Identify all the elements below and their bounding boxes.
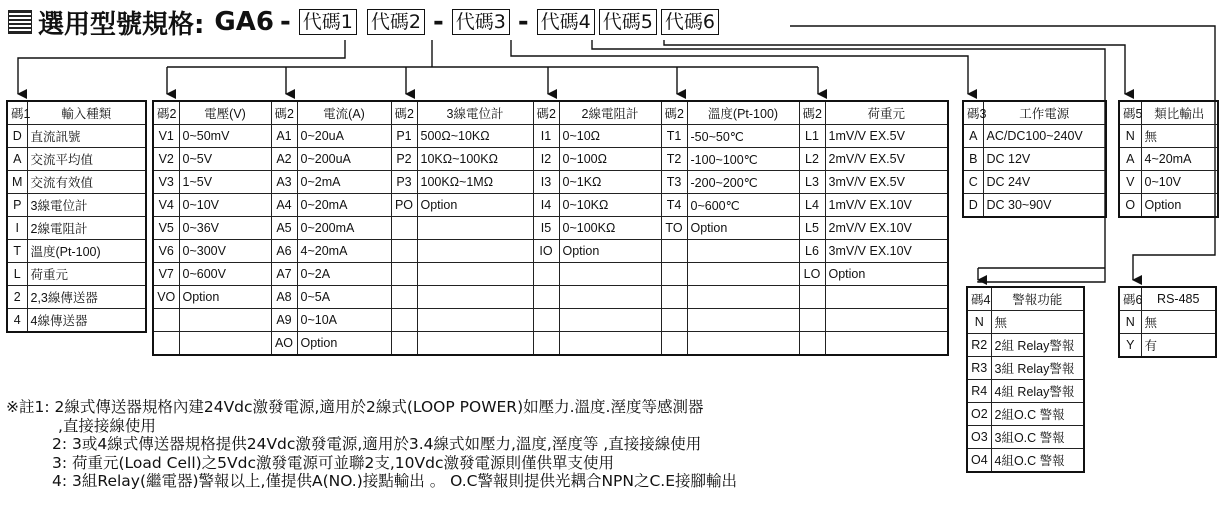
- code-cell: V3: [153, 171, 179, 194]
- table-header-row: [153, 101, 948, 125]
- value-cell: 0~10KΩ: [559, 194, 661, 217]
- value-cell: 0~600℃: [687, 194, 799, 217]
- value-cell: 2組 Relay警報: [991, 334, 1084, 357]
- code-cell: A5: [271, 217, 297, 240]
- value-cell: 2mV/V EX.5V: [825, 148, 948, 171]
- code-cell: LO: [799, 263, 825, 286]
- table-row: [153, 240, 948, 263]
- code-cell: [391, 217, 417, 240]
- table-row: [7, 171, 146, 194]
- table-row: [7, 263, 146, 286]
- value-cell: 3組 Relay警報: [991, 357, 1084, 380]
- table-row: [7, 194, 146, 217]
- code-cell: A2: [271, 148, 297, 171]
- code-cell: A6: [271, 240, 297, 263]
- table-row: [153, 286, 948, 309]
- note-1-cont: ,直接接線使用: [58, 416, 156, 435]
- value-cell: 3mV/V EX.5V: [825, 171, 948, 194]
- value-cell: 0~1KΩ: [559, 171, 661, 194]
- notes: [6, 398, 1216, 491]
- code-cell: T: [7, 240, 27, 263]
- code-cell: O4: [967, 449, 991, 473]
- value-cell: 1mV/V EX.5V: [825, 125, 948, 148]
- code-cell: [799, 332, 825, 356]
- header-cell: 電流(A): [297, 101, 391, 125]
- value-cell: [559, 332, 661, 356]
- code-cell: [799, 286, 825, 309]
- code-cell: T1: [661, 125, 687, 148]
- table-row: [7, 286, 146, 309]
- header-cell: 碼6: [1119, 287, 1141, 311]
- table-header-row: [963, 101, 1106, 125]
- value-cell: 無: [1141, 125, 1218, 148]
- header-cell: 荷重元: [825, 101, 948, 125]
- header-cell: 碼3: [963, 101, 983, 125]
- value-cell: 0~2A: [297, 263, 391, 286]
- code-cell: M: [7, 171, 27, 194]
- value-cell: [687, 332, 799, 356]
- value-cell: 0~36V: [179, 217, 271, 240]
- value-cell: 0~10A: [297, 309, 391, 332]
- value-cell: 0~200uA: [297, 148, 391, 171]
- code-cell: O2: [967, 403, 991, 426]
- code-box-2: 代碼2: [367, 9, 425, 35]
- value-cell: -200~200℃: [687, 171, 799, 194]
- code-box-5: 代碼5: [599, 9, 657, 35]
- code-cell: [533, 309, 559, 332]
- code-cell: I2: [533, 148, 559, 171]
- table-rs485: [1118, 286, 1217, 358]
- table-row: [1119, 334, 1216, 358]
- header-cell: 碼2: [391, 101, 417, 125]
- code-cell: A1: [271, 125, 297, 148]
- value-cell: [825, 332, 948, 356]
- table-code2: [152, 100, 949, 356]
- code-cell: PO: [391, 194, 417, 217]
- code-cell: V: [1119, 171, 1141, 194]
- code-cell: D: [963, 194, 983, 218]
- value-cell: DC 30~90V: [983, 194, 1106, 218]
- code-cell: [533, 286, 559, 309]
- code-cell: IO: [533, 240, 559, 263]
- value-cell: [559, 286, 661, 309]
- code-cell: I3: [533, 171, 559, 194]
- value-cell: [687, 263, 799, 286]
- code-cell: [533, 263, 559, 286]
- value-cell: [559, 309, 661, 332]
- header-cell: 工作電源: [983, 101, 1106, 125]
- header-cell: 碼2: [271, 101, 297, 125]
- code-cell: L5: [799, 217, 825, 240]
- table-row: [153, 309, 948, 332]
- value-cell: 直流訊號: [27, 125, 146, 148]
- value-cell: 0~20uA: [297, 125, 391, 148]
- header-cell: RS-485: [1141, 287, 1216, 311]
- code-cell: A3: [271, 171, 297, 194]
- code-cell: [391, 240, 417, 263]
- code-cell: [661, 286, 687, 309]
- value-cell: Option: [1141, 194, 1218, 218]
- note-1: ※註1: 2線式傳送器規格內建24Vdc激發電源,適用於2線式(LOOP POWER)如壓力.溫度.溼度等感測器: [6, 398, 704, 416]
- title-dash-2: -: [432, 7, 444, 37]
- value-cell: 0~10Ω: [559, 125, 661, 148]
- code-cell: V2: [153, 148, 179, 171]
- note-4: 4: 3組Relay(繼電器)警報以上,僅提供A(NO.)接點輸出 。 O.C警報則提供光耦合NPN之C.E接腳輸出: [52, 472, 738, 490]
- header-cell: 碼1: [7, 101, 27, 125]
- title-prefix: 選用型號規格:: [38, 9, 205, 40]
- table-row: [963, 125, 1106, 148]
- code-cell: O: [1119, 194, 1141, 218]
- value-cell: 500Ω~10KΩ: [417, 125, 533, 148]
- code-box-1: 代碼1: [299, 9, 357, 35]
- code-box-4: 代碼4: [537, 9, 595, 35]
- code-cell: T2: [661, 148, 687, 171]
- note-3: 3: 荷重元(Load Cell)之5Vdc激發電源可並聯2支,10Vdc激發電源則僅供單支使用: [52, 453, 614, 472]
- code-cell: L2: [799, 148, 825, 171]
- value-cell: 0~5A: [297, 286, 391, 309]
- code-cell: [661, 240, 687, 263]
- value-cell: 3線電位計: [27, 194, 146, 217]
- value-cell: [687, 240, 799, 263]
- value-cell: [825, 309, 948, 332]
- table-row: [1119, 311, 1216, 334]
- value-cell: 4組O.C 警報: [991, 449, 1084, 473]
- code-cell: I4: [533, 194, 559, 217]
- code-cell: R4: [967, 380, 991, 403]
- table-header-row: [1119, 101, 1218, 125]
- value-cell: -100~100℃: [687, 148, 799, 171]
- code-cell: L1: [799, 125, 825, 148]
- table-row: [7, 309, 146, 333]
- code-cell: L6: [799, 240, 825, 263]
- value-cell: 0~20mA: [297, 194, 391, 217]
- code-cell: A: [7, 148, 27, 171]
- table-row: [7, 240, 146, 263]
- code-cell: P: [7, 194, 27, 217]
- table-row: [967, 334, 1084, 357]
- code-cell: [533, 332, 559, 356]
- value-cell: 1mV/V EX.10V: [825, 194, 948, 217]
- table-power: [962, 100, 1107, 218]
- header-cell: 輸入種類: [27, 101, 146, 125]
- value-cell: 0~100Ω: [559, 148, 661, 171]
- header-cell: 2線電阻計: [559, 101, 661, 125]
- code-box-3: 代碼3: [452, 9, 510, 35]
- table-header-row: [967, 287, 1084, 311]
- table-row: [1119, 171, 1218, 194]
- header-cell: 警報功能: [991, 287, 1084, 311]
- code-cell: R3: [967, 357, 991, 380]
- code-cell: L3: [799, 171, 825, 194]
- title-dash-3: -: [517, 7, 529, 37]
- value-cell: 1~5V: [179, 171, 271, 194]
- code-cell: [391, 309, 417, 332]
- table-row: [967, 311, 1084, 334]
- value-cell: [687, 286, 799, 309]
- value-cell: 4~20mA: [1141, 148, 1218, 171]
- code-cell: L: [7, 263, 27, 286]
- table-row: [7, 148, 146, 171]
- code-cell: N: [1119, 125, 1141, 148]
- code-cell: V5: [153, 217, 179, 240]
- value-cell: 溫度(Pt-100): [27, 240, 146, 263]
- title-model: GA6: [214, 7, 274, 37]
- value-cell: 100KΩ~1MΩ: [417, 171, 533, 194]
- table-row: [153, 263, 948, 286]
- table-row: [1119, 125, 1218, 148]
- value-cell: 2組O.C 警報: [991, 403, 1084, 426]
- code-box-6: 代碼6: [661, 9, 719, 35]
- value-cell: 0~10V: [1141, 171, 1218, 194]
- table-row: [153, 125, 948, 148]
- code-cell: AO: [271, 332, 297, 356]
- table-row: [153, 171, 948, 194]
- header-cell: 碼2: [533, 101, 559, 125]
- table-row: [7, 217, 146, 240]
- value-cell: [417, 332, 533, 356]
- code-cell: V7: [153, 263, 179, 286]
- value-cell: 2,3線傳送器: [27, 286, 146, 309]
- value-cell: 4組 Relay警報: [991, 380, 1084, 403]
- table-row: [153, 217, 948, 240]
- value-cell: 2mV/V EX.10V: [825, 217, 948, 240]
- code-cell: I: [7, 217, 27, 240]
- value-cell: 4~20mA: [297, 240, 391, 263]
- value-cell: 0~5V: [179, 148, 271, 171]
- code-cell: [153, 332, 179, 356]
- code-cell: V1: [153, 125, 179, 148]
- table-row: [7, 125, 146, 148]
- value-cell: Option: [417, 194, 533, 217]
- header-cell: 碼5: [1119, 101, 1141, 125]
- code-cell: [661, 263, 687, 286]
- code-cell: [661, 332, 687, 356]
- code-cell: A: [963, 125, 983, 148]
- header-cell: 溫度(Pt-100): [687, 101, 799, 125]
- value-cell: 0~600V: [179, 263, 271, 286]
- code-cell: B: [963, 148, 983, 171]
- value-cell: [417, 286, 533, 309]
- value-cell: 0~200mA: [297, 217, 391, 240]
- value-cell: [179, 309, 271, 332]
- code-cell: I5: [533, 217, 559, 240]
- value-cell: 交流有效值: [27, 171, 146, 194]
- code-cell: 2: [7, 286, 27, 309]
- code-cell: I1: [533, 125, 559, 148]
- header-cell: 碼2: [153, 101, 179, 125]
- code-cell: [391, 332, 417, 356]
- code-cell: P1: [391, 125, 417, 148]
- table-analog-output: [1118, 100, 1219, 218]
- code-cell: [153, 309, 179, 332]
- code-cell: V6: [153, 240, 179, 263]
- code-cell: T3: [661, 171, 687, 194]
- table-row: [963, 148, 1106, 171]
- value-cell: DC 12V: [983, 148, 1106, 171]
- table-header-row: [7, 101, 146, 125]
- value-cell: 10KΩ~100KΩ: [417, 148, 533, 171]
- value-cell: 無: [991, 311, 1084, 334]
- header-cell: 碼4: [967, 287, 991, 311]
- value-cell: [179, 332, 271, 356]
- value-cell: Option: [687, 217, 799, 240]
- value-cell: [417, 217, 533, 240]
- table-row: [967, 357, 1084, 380]
- code-cell: [799, 309, 825, 332]
- table-header-row: [1119, 287, 1216, 311]
- code-cell: A8: [271, 286, 297, 309]
- value-cell: [417, 240, 533, 263]
- value-cell: DC 24V: [983, 171, 1106, 194]
- code-cell: [391, 263, 417, 286]
- value-cell: [687, 309, 799, 332]
- code-cell: D: [7, 125, 27, 148]
- note-2: 2: 3或4線式傳送器規格提供24Vdc激發電源,適用於3.4線式如壓力,溫度,溼度等 ,直接接線使用: [52, 435, 702, 453]
- header-cell: 類比輸出: [1141, 101, 1218, 125]
- value-cell: 2線電阻計: [27, 217, 146, 240]
- code-cell: O3: [967, 426, 991, 449]
- value-cell: 0~10V: [179, 194, 271, 217]
- code-cell: [661, 309, 687, 332]
- value-cell: Option: [297, 332, 391, 356]
- value-cell: 3組O.C 警報: [991, 426, 1084, 449]
- code-cell: [391, 286, 417, 309]
- value-cell: 4線傳送器: [27, 309, 146, 333]
- value-cell: Option: [179, 286, 271, 309]
- table-row: [1119, 194, 1218, 218]
- value-cell: 0~100KΩ: [559, 217, 661, 240]
- value-cell: [825, 286, 948, 309]
- code-cell: R2: [967, 334, 991, 357]
- value-cell: Option: [825, 263, 948, 286]
- hatched-square-icon: [8, 10, 32, 34]
- value-cell: [417, 309, 533, 332]
- value-cell: 0~300V: [179, 240, 271, 263]
- code-cell: V4: [153, 194, 179, 217]
- value-cell: 3mV/V EX.10V: [825, 240, 948, 263]
- header-cell: 碼2: [799, 101, 825, 125]
- table-row: [1119, 148, 1218, 171]
- code-cell: N: [967, 311, 991, 334]
- code-cell: A9: [271, 309, 297, 332]
- code-cell: L4: [799, 194, 825, 217]
- code-cell: N: [1119, 311, 1141, 334]
- code-cell: TO: [661, 217, 687, 240]
- value-cell: -50~50℃: [687, 125, 799, 148]
- value-cell: 0~2mA: [297, 171, 391, 194]
- code-cell: A: [1119, 148, 1141, 171]
- table-row: [153, 194, 948, 217]
- page-title: [8, 2, 721, 42]
- code-cell: A7: [271, 263, 297, 286]
- value-cell: [559, 263, 661, 286]
- code-cell: P3: [391, 171, 417, 194]
- title-dash: -: [279, 7, 291, 37]
- table-input-type: [6, 100, 147, 333]
- code-cell: P2: [391, 148, 417, 171]
- code-cell: VO: [153, 286, 179, 309]
- value-cell: AC/DC100~240V: [983, 125, 1106, 148]
- code-cell: T4: [661, 194, 687, 217]
- value-cell: [417, 263, 533, 286]
- value-cell: 0~50mV: [179, 125, 271, 148]
- value-cell: 無: [1141, 311, 1216, 334]
- value-cell: 荷重元: [27, 263, 146, 286]
- value-cell: Option: [559, 240, 661, 263]
- header-cell: 電壓(V): [179, 101, 271, 125]
- table-row: [153, 332, 948, 356]
- value-cell: 有: [1141, 334, 1216, 358]
- value-cell: 交流平均值: [27, 148, 146, 171]
- code-cell: 4: [7, 309, 27, 333]
- header-cell: 碼2: [661, 101, 687, 125]
- header-cell: 3線電位計: [417, 101, 533, 125]
- code-cell: Y: [1119, 334, 1141, 358]
- code-cell: A4: [271, 194, 297, 217]
- table-row: [963, 171, 1106, 194]
- table-row: [153, 148, 948, 171]
- code-cell: C: [963, 171, 983, 194]
- table-row: [963, 194, 1106, 218]
